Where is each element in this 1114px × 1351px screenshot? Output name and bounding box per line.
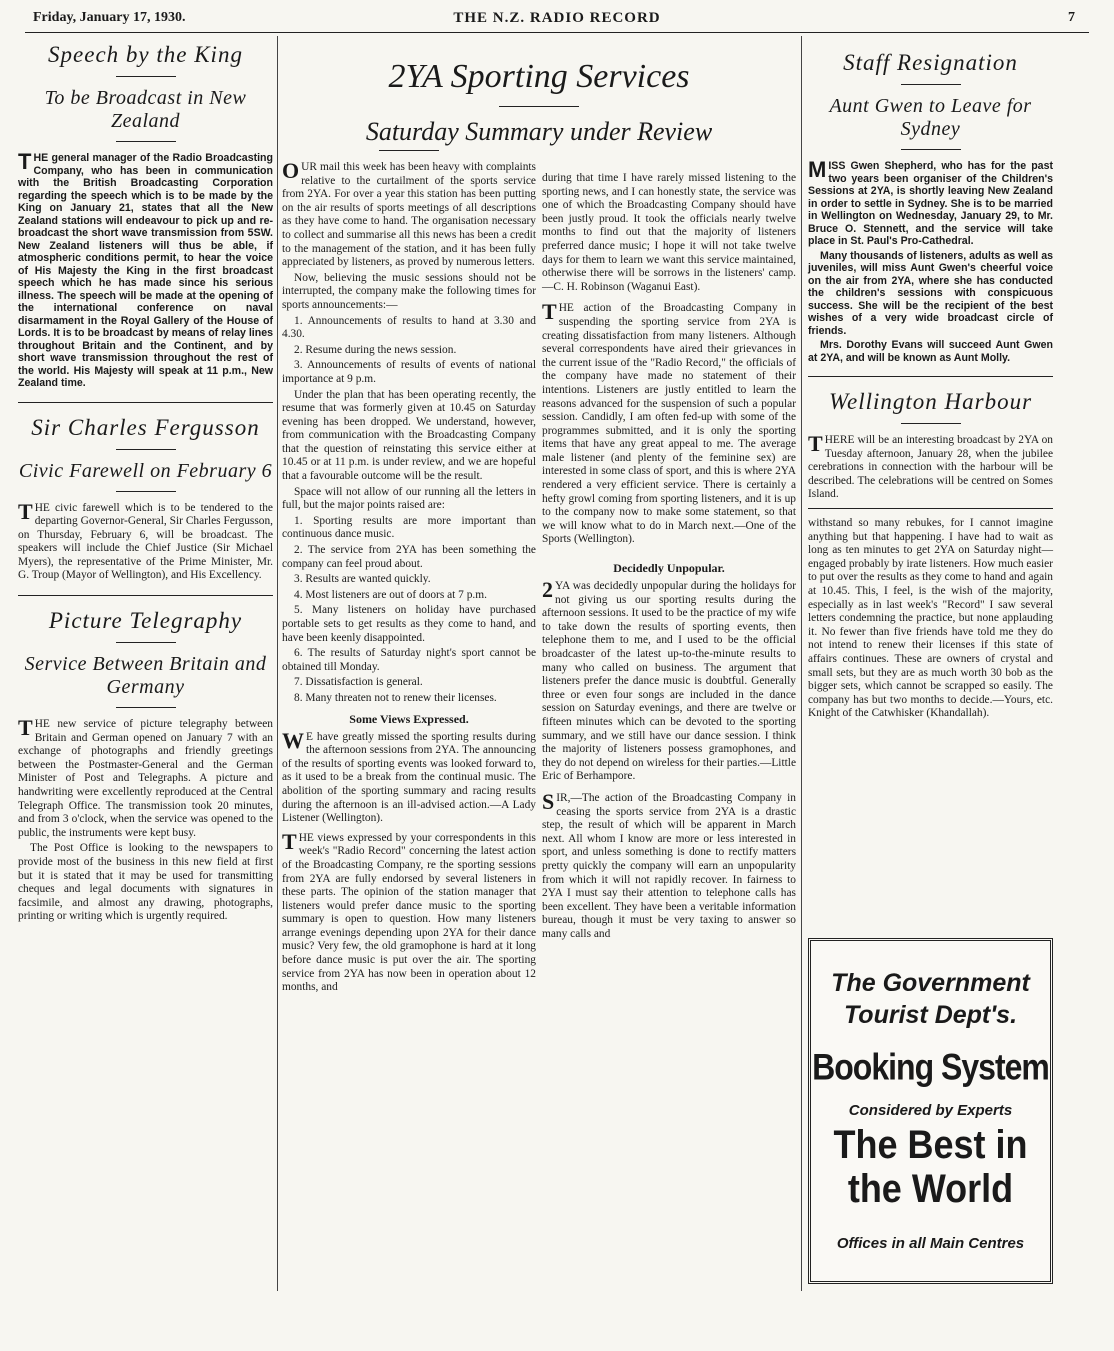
masthead-title: THE N.Z. RADIO RECORD <box>453 10 661 26</box>
rule <box>901 84 961 85</box>
letter-paragraph: THE views expressed by your correspondents in this week's "Radio Record" concerning the latest action of the Broadcasting Company, re the sporting sessions from 2YA are fully endorsed by several listeners in these parts. The opinion of the station manager that listeners would prefer dance music to the sporting summary is open to question. How many listeners arrange evenings depending upon 2YA for their dance music? Very few, the old gramophone is hard at it long before dance music is put over the air. The sporting service from 2YA has now been in operation about 12 months, and <box>282 828 536 994</box>
advert-line: The Best in the World <box>833 1121 1028 1211</box>
letter-continuation: withstand so many rebukes, for I cannot imagine anything but that happening. I have had to wait as long as ten minutes to get 2YA on Saturday night—engaged probably by irate listeners. How much easier to put over the results as they come to hand and again at 10.45. This, I feel, is the wish of the majority, especially as in last week's "Record" I saw several letters condemning the practice, but none applauding it. No fewer than five friends have told me they do not intend to renew their licenses if this state of affairs continues. These are owners of crystal and small sets, but they are as much worth 30 bob as the bigger sets, which cannot be scrapped so easily. The company has but two months to decide.—Yours, etc. Knight of the Catwhisker (Khandallah). <box>808 516 1053 720</box>
rule <box>116 141 176 142</box>
sporting-list-item: 7. Dissatisfaction is general. <box>294 676 423 689</box>
rule <box>18 595 273 596</box>
king-article: THE general manager of the Radio Broadcasting Company, who has been in communication with the British Broadcasting Corporation regarding the speech which is to be made by the King on January 21, states that all the New Zealand stations will endeavour to pick up and re-broadcast the short wave transmission from 5SW. New Zealand listeners will thus be able, if atmospheric conditions permit, to hear the voice of His Majesty the King in the first broadcast speech which he has made since his serious illness. The speech will be made at the opening of the international conference on naval disarmament in the Royal Gallery of the House of Lords. It is to be broadcast by means of relay lines throughout Britain and the Continent, and by short wave transmission throughout the rest of the world. His Majesty will speak at 11 p.m., New Zealand time. <box>18 149 273 389</box>
sporting-list-item: 3. Results are wanted quickly. <box>294 573 431 586</box>
fergusson-article: THE civic farewell which is to be tendered to the departing Governor-General, Sir Charles Fergusson, on Thursday, February 6, will be broadcast. The speakers will include the Chief Justice (Sir Michael Myers), the representative of the Prime Minister, Mr. G. Troup (Mayor of Wellington), and His Excellency. <box>18 498 273 582</box>
rule <box>379 150 439 151</box>
resignation-subhead: Aunt Gwen to Leave for Sydney <box>829 95 1032 140</box>
sporting-list-item: 5. Many listeners on holiday have purchased portable sets to get results as they come to hand, and have been keenly disappointed. <box>282 604 536 644</box>
column-3 <box>542 150 796 1301</box>
letter-paragraph: during that time I have rarely missed listening to the sporting news, and I can honestly state, the service was one of which the Broadcasting Company should have been justly proud. It took the officials nearly twelve months to find out that the majority of listeners preferred dance music; I hope it will not take twelve days for them to learn we want this service maintained, otherwise there will be sorrows in the listeners' camp.—C. H. Robinson (Waganui East). <box>542 172 796 293</box>
telegraphy-headline: Picture Telegraphy <box>48 608 243 634</box>
tourist-dept-advert <box>808 938 1053 1284</box>
rule <box>116 76 176 77</box>
sporting-paragraph: Space will not allow of our running all the letters in full, but the major points raised are: <box>282 485 536 512</box>
harbour-headline: Wellington Harbour <box>828 389 1033 414</box>
rule <box>808 376 1053 377</box>
letter-paragraph: WE have greatly missed the sporting results during the afternoon sessions from 2YA. The announcing of the results of sporting events was looked forward to, as it used to be a break from the continual music. The abolition of the sporting summary and racing results during the afternoon is an ill-advised action.—A Lady Listener (Wellington). <box>282 727 536 825</box>
rule <box>499 106 579 107</box>
resignation-headline: Staff Resignation <box>843 50 1018 75</box>
king-headline: Speech by the King <box>48 42 243 67</box>
telegraphy-paragraph: The Post Office is looking to the newspapers to provide most of the business in this new field at first but it is stated that it may be used for transmitting cheques and legal documents with signatures in facsimile, and almost any drawing, photographs, printing or writing which is urgently required. <box>18 842 273 923</box>
sporting-list-item: 4. Most listeners are out of doors at 7 p.m. <box>294 588 487 601</box>
advert-line: Considered by Experts <box>848 1102 1013 1119</box>
rule <box>808 508 1053 509</box>
column-2 <box>282 150 536 1301</box>
fergusson-subhead: Civic Farewell on February 6 <box>18 459 273 482</box>
telegraphy-subhead: Service Between Britain and Germany <box>24 653 267 699</box>
letter-paragraph: THE action of the Broadcasting Company in suspending the sporting service from 2YA is creating dissatisfaction from many listeners. Although several correspondents have aired their grievances in the current issue of the "Radio Record," the officials of the company have made no statement of their intentions. Listeners are justly entitled to learn the reasons advanced for the suspension of such a popular session. Candidly, I am often fed-up with some of the programmes submitted, and it is only the sporting items that have any great appeal to me. The average male listener (and plenty of the feminine sex) are interested in some class of sport, and this is where 2YA rendered a very efficient service. There is certainly a hefty growl coming from sporting listeners, and it is up to the company now to make some statement, so that we will know what to do in March next.—One of the Sports (Wellington). <box>542 299 796 546</box>
sporting-title-block <box>282 36 796 148</box>
rule <box>116 707 176 708</box>
sporting-list-item: 2. The service from 2YA has been something the company can feel proud about. <box>282 544 536 570</box>
sporting-paragraph: Under the plan that has been operating recently, the resume that was formerly given at 10.45 on Saturday evening has been dropped. We understand, however, from communication with the Broadcasting Company that the question of reinstating this service either at 10.45 or at 11 p.m. is under review, and we are hopeful that a favourable outcome will be the result. <box>282 388 536 483</box>
column-1 <box>18 36 273 1301</box>
rule <box>116 449 176 450</box>
rule <box>116 491 176 492</box>
sporting-list-item: 1. Sporting results are more important than continuous dance music. <box>282 514 536 541</box>
resignation-article: MISS Gwen Shepherd, who has for the past two years been organiser of the Children's Sessions at 2YA, is shortly leaving New Zealand in order to settle in Sydney. She is to be married in Wellington on Wednesday, January 29, to Mr. Bruce O. Stennett, and the service will take place in St. Paul's Pro-Cathedral. <box>808 157 1053 247</box>
advert-line: The Government Tourist Dept's. <box>831 969 1030 1029</box>
sporting-headline: 2YA Sporting Services <box>388 58 690 95</box>
advert-line: Booking System <box>812 1046 1049 1088</box>
harbour-article: THERE will be an interesting broadcast by 2YA on Tuesday afternoon, January 28, when the jubilee cerebrations in connection with the harbour will be described. The celebrations will be centred on Somes Island. <box>808 431 1053 501</box>
sporting-paragraph: Now, believing the music sessions should not be interrupted, the company make the following times for sports announcements:— <box>282 271 536 311</box>
fergusson-headline: Sir Charles Fergusson <box>31 414 260 440</box>
sporting-list-item: 1. Announcements of results to hand at 3.30 and 4.30. <box>282 314 536 341</box>
resignation-article: Many thousands of listeners, adults as well as juveniles, will miss Aunt Gwen's cheerful voice on the air from 2YA, where she has conducted the children's sessions with conspicuous success. She will be the recipient of the best wishes of a very wide broadcast circle of friends. <box>808 249 1053 337</box>
sporting-list-item: 8. Many threaten not to renew their licenses. <box>294 691 497 704</box>
views-subhead: Some Views Expressed. <box>349 711 469 726</box>
unpopular-subhead: Decidedly Unpopular. <box>613 561 725 576</box>
sporting-paragraph: OUR mail this week has been heavy with complaints relative to the curtailment of the sports service from 2YA. For over a year this station has been putting on the air results of sports meetings of all descriptions as they have come to hand. The organisation necessary to collect and summarise all this news has been a credit to the management of the station, and it has been fully appreciated by listeners, as proved by numerous letters. <box>282 158 536 269</box>
telegraphy-paragraph: THE new service of picture telegraphy between Britain and German opened on January 7 with an exchange of photographs and friendly greetings between the Postmaster-General and the German Minister of Post and Telegraphs. A picture and handwriting were excellently reproduced at the Central Telegraph Office. The transmission took 20 minutes, and from 3 o'clock, when the service was opened to the public, the instruments were kept busy. <box>18 715 273 839</box>
rule <box>116 642 176 643</box>
rule <box>901 423 961 424</box>
sporting-list-item: 3. Announcements of results of events of national importance at 9 p.m. <box>282 359 536 385</box>
issue-date: Friday, January 17, 1930. <box>33 10 186 25</box>
resignation-article: Mrs. Dorothy Evans will succeed Aunt Gwen at 2YA, and will be known as Aunt Molly. <box>808 339 1053 364</box>
king-subhead: To be Broadcast in New Zealand <box>44 87 247 132</box>
advert-line: Offices in all Main Centres <box>836 1235 1025 1252</box>
column-rule <box>801 36 802 1291</box>
sporting-subhead: Saturday Summary under Review <box>365 117 713 146</box>
page-header <box>25 8 1089 33</box>
letter-paragraph: SIR,—The action of the Broadcasting Company in ceasing the sports service from 2YA is a drastic step, the result of which will be apparent in March next. All whom I know are more or less interested in sport, and unless something is done to rectify matters pretty quickly the company will earn an unpopularity from which it will not rapidly recover. In fairness to 2YA I must say their attention to telephone calls has been excellent. They have been a veritable information bureau, though it must be very taxing to answer so many calls and <box>542 788 796 940</box>
rule <box>901 149 961 150</box>
page-number: 7 <box>1068 10 1075 25</box>
column-rule <box>277 36 278 1291</box>
sporting-list-item: 6. The results of Saturday night's sport cannot be obtained till Monday. <box>282 647 536 673</box>
letter-paragraph: 2YA was decidedly unpopular during the holidays for not giving us our sporting results during the afternoon sessions. It used to be the practice of my wife to take down the results of sporting events, then telephone them to me, and I used to be the official broadcaster of the latest up-to-the-minute results to many who called on business. The argument that listeners prefer the dance music is doubtful. Generally three or even four songs are included in the dance session on Saturday evenings, and there are twelve or fifteen minutes which can be devoted to the sporting summary, and we still have our dance session. I think the majority of listeners possess gramophones, and they do not depend on wireless for their parties.—Little Eric of Berhampore. <box>542 577 796 783</box>
rule <box>18 402 273 403</box>
sporting-list-item: 2. Resume during the news session. <box>294 343 457 356</box>
